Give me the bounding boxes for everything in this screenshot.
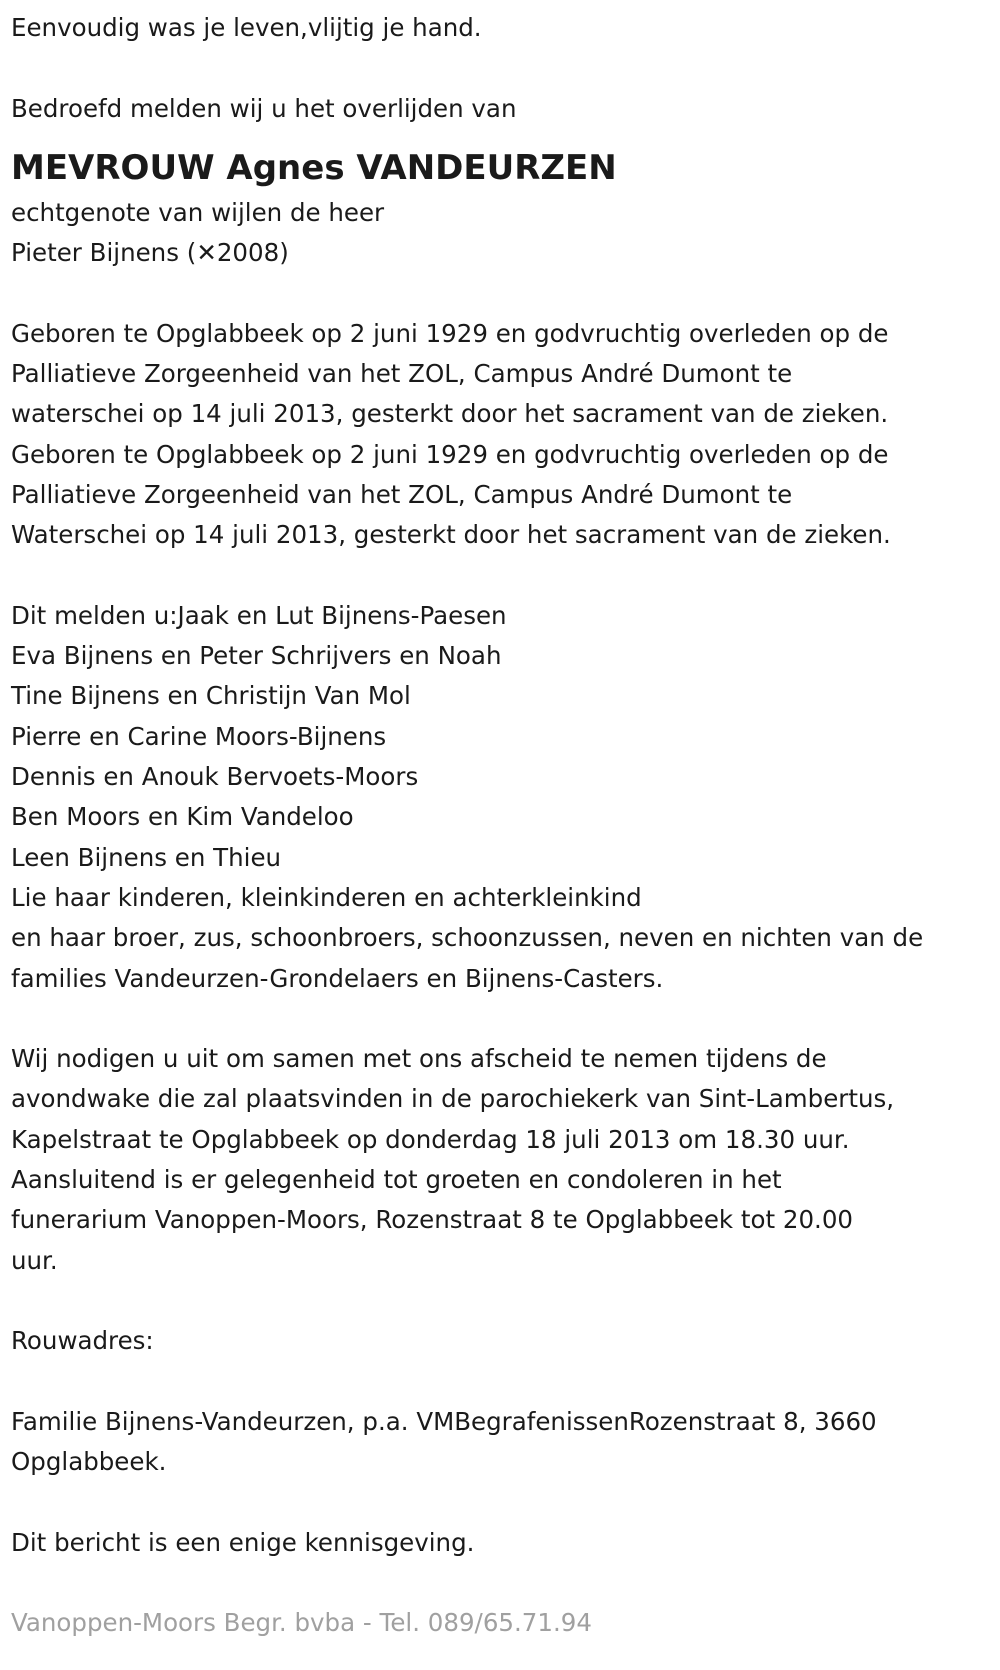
- paragraph-line: waterschei op 14 juli 2013, gesterkt door het sacrament van de zieken.: [11, 399, 889, 429]
- paragraph-line: Waterschei op 14 juli 2013, gesterkt door het sacrament van de zieken.: [11, 520, 891, 550]
- spacer: [11, 1362, 1000, 1402]
- announcement-line: Bedroefd melden wij u het overlijden van: [11, 93, 517, 123]
- family-line: Leen Bijnens en Thieu: [11, 842, 282, 872]
- paragraph-line: Geboren te Opglabbeek op 2 juni 1929 en godvruchtig overleden op de: [11, 318, 889, 348]
- family-line: en haar broer, zus, schoonbroers, schoonzussen, neven en nichten van de: [11, 923, 924, 953]
- family-line: Ben Moors en Kim Vandeloo: [11, 802, 354, 832]
- spacer: [11, 273, 1000, 313]
- intro-verse: Eenvoudig was je leven,vlijtig je hand.: [11, 13, 482, 42]
- family-line: Tine Bijnens en Christijn Van Mol: [11, 681, 411, 711]
- family-list: [11, 596, 1000, 999]
- spacer: [11, 999, 1000, 1039]
- paragraph-line: Kapelstraat te Opglabbeek op donderdag 18 juli 2013 om 18.30 uur.: [11, 1124, 850, 1154]
- paragraph-line: Aansluitend is er gelegenheid tot groeten en condoleren in het: [11, 1165, 782, 1195]
- paragraph-line: Palliatieve Zorgeenheid van het ZOL, Campus André Dumont te: [11, 359, 793, 389]
- spouse-line-2: Pieter Bijnens (✕2008): [11, 238, 289, 268]
- spacer: [11, 1563, 1000, 1603]
- spacer: [11, 1281, 1000, 1321]
- address-label: Rouwadres:: [11, 1326, 154, 1356]
- family-line: Lie haar kinderen, kleinkinderen en achterkleinkind: [11, 882, 642, 912]
- spacer: [11, 48, 1000, 88]
- invitation-paragraph: [11, 1039, 1000, 1281]
- paragraph-line: uur.: [11, 1245, 58, 1275]
- spacer: [11, 556, 1000, 596]
- funeral-home-footer: Vanoppen-Moors Begr. bvba - Tel. 089/65.71.94: [11, 1608, 592, 1638]
- family-line: Eva Bijnens en Peter Schrijvers en Noah: [11, 641, 502, 671]
- paragraph-line: Geboren te Opglabbeek op 2 juni 1929 en godvruchtig overleden op de: [11, 439, 889, 469]
- birth-death-paragraph: [11, 314, 1000, 556]
- paragraph-line: funerarium Vanoppen-Moors, Rozenstraat 8 te Opglabbeek tot 20.00: [11, 1205, 854, 1235]
- paragraph-line: avondwake die zal plaatsvinden in de parochiekerk van Sint-Lambertus,: [11, 1084, 895, 1114]
- family-line: Pierre en Carine Moors-Bijnens: [11, 721, 387, 751]
- paragraph-line: Palliatieve Zorgeenheid van het ZOL, Campus André Dumont te: [11, 479, 793, 509]
- spacer: [11, 1482, 1000, 1522]
- family-line: Dit melden u:Jaak en Lut Bijnens-Paesen: [11, 600, 507, 630]
- spouse-line-1: echtgenote van wijlen de heer: [11, 197, 385, 227]
- deceased-name: MEVROUW Agnes VANDEURZEN: [11, 147, 617, 188]
- address-line-2: Opglabbeek.: [11, 1447, 167, 1477]
- paragraph-line: Wij nodigen u uit om samen met ons afscheid te nemen tijdens de: [11, 1044, 827, 1074]
- family-line: Dennis en Anouk Bervoets-Moors: [11, 762, 419, 792]
- spacer: [11, 129, 1000, 143]
- family-line: families Vandeurzen-Grondelaers en Bijnens-Casters.: [11, 963, 664, 993]
- notice-text: Dit bericht is een enige kennisgeving.: [11, 1527, 475, 1557]
- address-line-1: Familie Bijnens-Vandeurzen, p.a. VMBegrafenissenRozenstraat 8, 3660: [11, 1406, 877, 1436]
